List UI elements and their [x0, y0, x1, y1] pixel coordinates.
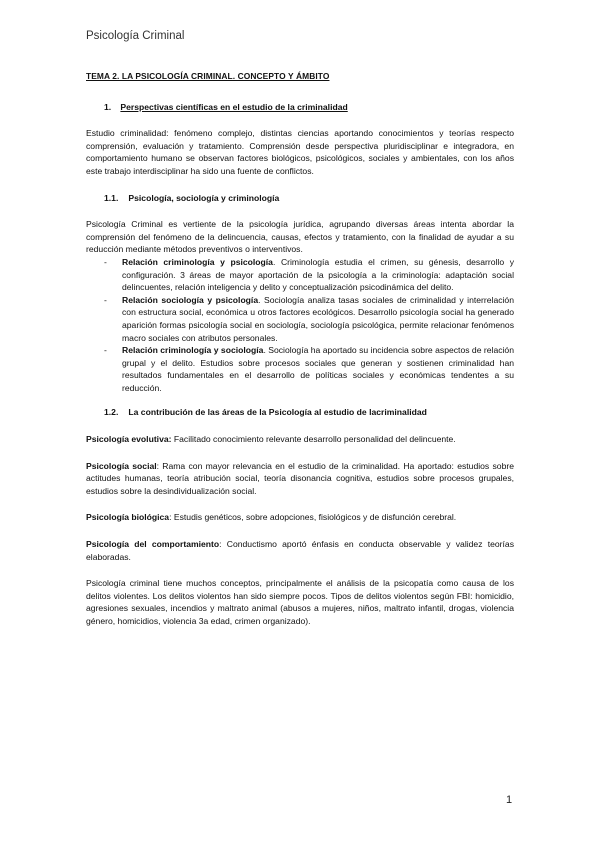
list-item	[86, 344, 514, 394]
running-header: Psicología Criminal	[86, 30, 185, 42]
list-item-label: Relación sociología y psicología	[122, 294, 259, 305]
subsection-paragraph: Psicología Criminal es vertiente de la psicología jurídica, agrupando diversas áreas intenta abordar la comprensión del fenómeno de la delincuencia, causas, efectos y tratamiento, con la finalidad de ayudar a su reducción mediante métodos preventivos o interventivos.	[86, 219, 514, 255]
list-item	[86, 294, 514, 344]
subsection-number: 1.2.	[104, 407, 119, 418]
area-label: Psicología social	[86, 460, 157, 471]
area-label: Psicología del comportamiento	[86, 539, 220, 550]
page-content	[86, 70, 514, 628]
list-item-label: Relación criminología y sociología	[122, 345, 264, 356]
subsection-title: Psicología, sociología y criminología	[128, 192, 280, 203]
chapter-title: TEMA 2. LA PSICOLOGÍA CRIMINAL. CONCEPTO Y ÁMBITO	[86, 71, 330, 81]
dash-bullet: -	[104, 345, 107, 356]
dash-bullet: -	[104, 294, 107, 305]
section-title: Perspectivas científicas en el estudio de la criminalidad	[120, 101, 348, 112]
list-item-label: Relación criminología y psicología	[122, 256, 273, 267]
area-text: : Conductismo aportó énfasis en conducta observable y validez teorías elaboradas.	[86, 539, 514, 562]
area-label: Psicología biológica	[86, 512, 170, 523]
area-paragraph	[86, 538, 514, 563]
area-label: Psicología evolutiva:	[86, 434, 172, 445]
list-item-text: . Sociología analiza tasas sociales de criminalidad y interrelación con estructura social, económica u otros factores ecológicos. Desarrollo psicología social ha generado aparición formas psicología social en sociología, sociología psicológica, permite relacionar fenómenos macro sociales con atributos personales.	[122, 294, 514, 343]
section-number: 1.	[104, 101, 112, 112]
list-item	[86, 256, 514, 294]
list-item-text: . Criminología estudia el crimen, su génesis, desarrollo y configuración. 3 áreas de mayor aportación de la psicología a la criminología: adaptación social delincuentes, relación inteligencia y delito y conceptualización psicodinámica del delito.	[122, 256, 515, 293]
page-number: 1	[506, 794, 513, 806]
area-paragraph	[86, 511, 514, 524]
area-text: : Estudis genéticos, sobre adopciones, fisiológicos y de disfunción cerebral.	[169, 512, 457, 523]
dash-bullet: -	[104, 256, 107, 267]
subsection-heading	[104, 406, 514, 419]
subsection-number: 1.1.	[104, 192, 119, 203]
area-text: Facilitado conocimiento relevante desarrollo personalidad del delincuente.	[171, 434, 456, 445]
subsection-heading	[104, 192, 514, 205]
list-item-text: . Sociología ha aportado su incidencia sobre aspectos de relación grupal y el delito. Estudios sobre procesos sociales que generan y sostienen criminalidad han resultados fundamentales en el desarrollo de políticas sociales y económicas tendentes a su reducción.	[122, 345, 514, 393]
section-intro-paragraph: Estudio criminalidad: fenómeno complejo, distintas ciencias aportando conocimientos y teorías respecto comprensión, evaluación y tratamiento. Comprensión desde perspectiva pluridisciplinar e integradora, en comportamiento humano se observan factores biológicos, psicológicos, sociales y ambientales, con los años este trabajo interdisciplinar ha sido una fuente de conflictos.	[86, 128, 514, 176]
relations-list	[86, 256, 514, 395]
closing-paragraph: Psicología criminal tiene muchos conceptos, principalmente el análisis de la psicopatía como causa de los delitos violentes. Los delitos violentos han sido siempre pocos. Tipos de delitos violentos según FBI: homicidio, agresiones sexuales, incendios y maltrato animal (abusos a mujeres, niños, maltrato infantil, drogas, violencia género, homicidios, violencia 3a edad, crimen organizado).	[86, 578, 514, 626]
section-heading	[104, 101, 514, 114]
area-paragraph	[86, 433, 514, 446]
area-paragraph	[86, 460, 514, 498]
area-text: : Rama con mayor relevancia en el estudio de la criminalidad. Ha aportado: estudios sobre actitudes humanas, teoría atribución social, teoría disonancia cognitiva, estudios sobre procesos grupales, estudios sobre la desindividualización social.	[86, 460, 514, 496]
subsection-title: La contribución de las áreas de la Psicología al estudio de lacriminalidad	[128, 407, 427, 418]
